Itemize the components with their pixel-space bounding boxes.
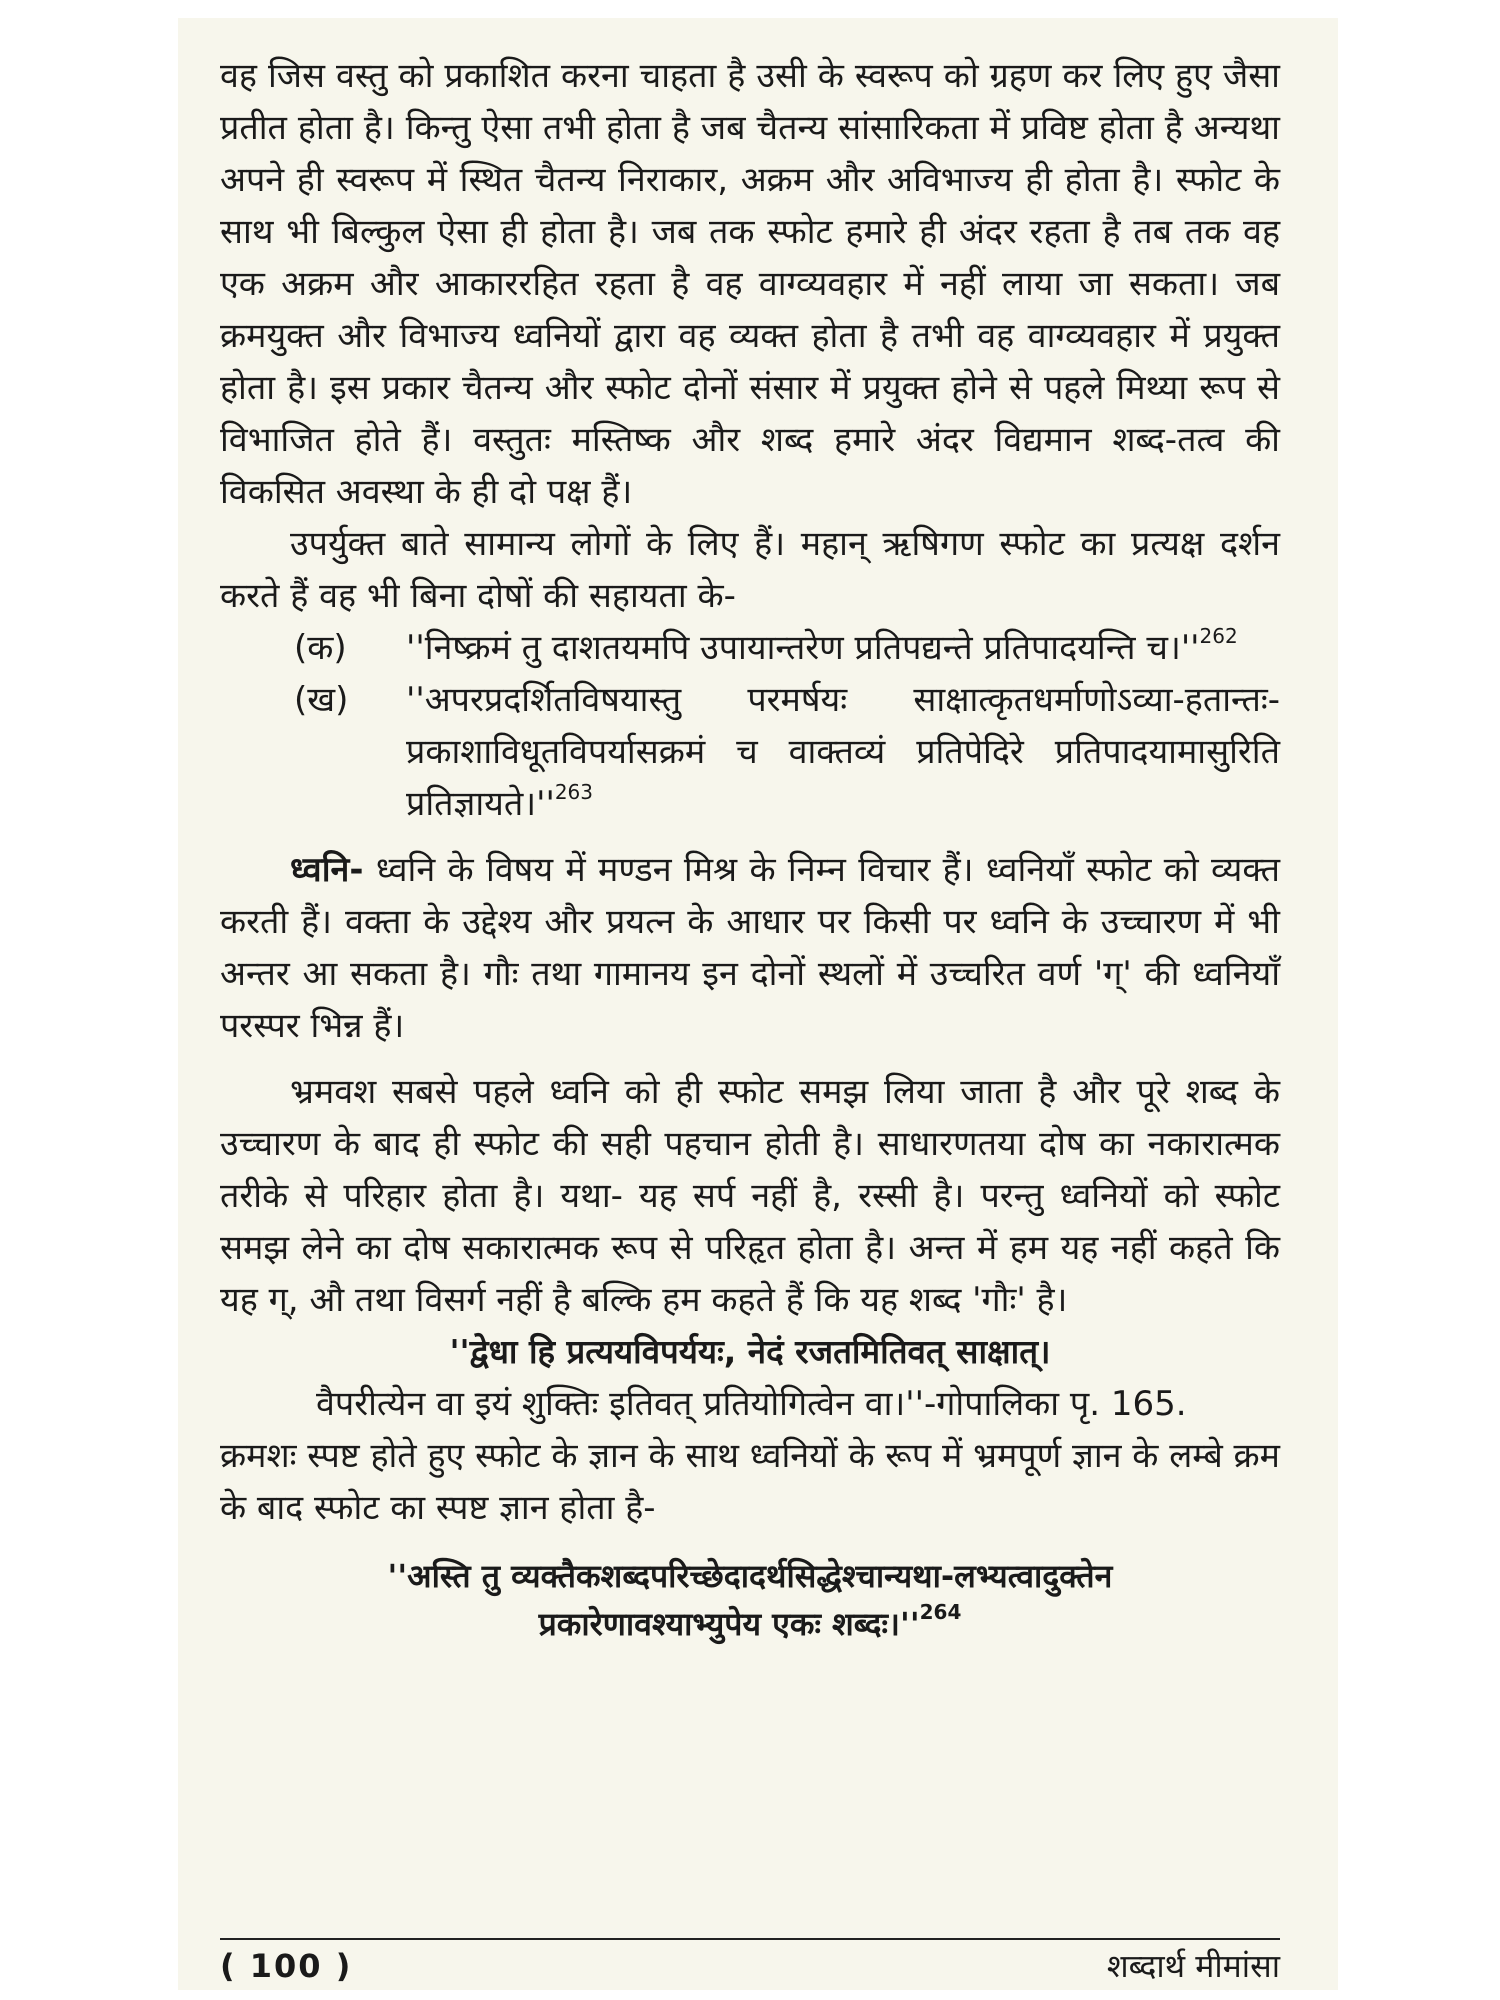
item-marker-kha: (ख): [294, 680, 349, 720]
item-kha-text: ''अपरप्रदर्शितविषयास्तु परमर्षयः साक्षात्कृतधर्माणोऽव्या-हतान्तः-प्रकाशाविधूतविपर्यासक्रमं च वाक्तव्यं प्रतिपेदिरे प्रतिपादयामासुरिति प्रतिज्ञायते।'': [406, 680, 1280, 824]
item-text-kha: [406, 674, 1280, 830]
footnote-ref-262: 262: [1199, 624, 1238, 648]
page-number: ( 100 ): [220, 1947, 353, 1985]
book-page: [178, 18, 1338, 1990]
footnote-ref-263: 263: [554, 780, 593, 804]
quote-item-ka: [220, 622, 1280, 674]
item-marker-ka: (क): [294, 628, 347, 668]
paragraph-3-text: ध्वनि के विषय में मण्डन मिश्र के निम्न विचार हैं। ध्वनियाँ स्फोट को व्यक्त करती हैं। वक्ता के उद्देश्य और प्रयत्न के आधार पर किसी पर ध्वनि के उच्चारण में भी अन्तर आ सकता है। गौः तथा गामानय इन दोनों स्थलों में उच्चरित वर्ण 'ग्' की ध्वनियाँ परस्पर भिन्न हैं।: [220, 850, 1280, 1046]
quote-item-kha: [220, 674, 1280, 830]
quote-1-line-2: वैपरीत्येन वा इयं शुक्तिः इतिवत् प्रतियोगित्वेन वा।''-गोपालिका पृ. 165.: [316, 1384, 1187, 1424]
item-ka-text: ''निष्क्रमं तु दाशतयमपि उपायान्तरेण प्रतिपद्यन्ते प्रतिपादयन्ति च।'': [406, 628, 1200, 668]
quote-2-line-2-wrap: [220, 1600, 1280, 1648]
dhvani-heading: ध्वनि-: [290, 850, 364, 890]
book-title: शब्दार्थ मीमांसा: [1106, 1947, 1280, 1985]
quote-2-line-2: प्रकारेणावश्याभ्युपेय एकः शब्दः।'': [538, 1605, 920, 1643]
paragraph-2: उपर्युक्त बाते सामान्य लोगों के लिए हैं। महान् ऋषिगण स्फोट का प्रत्यक्ष दर्शन करते हैं वह भी बिना दोषों की सहायता के-: [220, 524, 1280, 616]
page-footer: [220, 1944, 1280, 1988]
quote-1-line-1: ''द्वेधा हि प्रत्ययविपर्ययः, नेदं रजतमितिवत् साक्षात्।: [449, 1332, 1051, 1371]
quote-2-line-1: ''अस्ति तु व्यक्तैकशब्दपरिच्छेदादर्थसिद्धेश्चान्यथा-लभ्यत्वादुक्तेन: [387, 1557, 1113, 1595]
paragraph-5: क्रमशः स्पष्ट होते हुए स्फोट के ज्ञान के साथ ध्वनियों के रूप में भ्रमपूर्ण ज्ञान के लम्बे क्रम के बाद स्फोट का स्पष्ट ज्ञान होता है-: [220, 1436, 1280, 1528]
paragraph-1: वह जिस वस्तु को प्रकाशित करना चाहता है उसी के स्वरूप को ग्रहण कर लिए हुए जैसा प्रतीत होता है। किन्तु ऐसा तभी होता है जब चैतन्य सांसारिकता में प्रविष्ट होता है अन्यथा अपने ही स्वरूप में स्थित चैतन्य निराकार, अक्रम और अविभाज्य ही होता है। स्फोट के साथ भी बिल्कुल ऐसा ही होता है। जब तक स्फोट हमारे ही अंदर रहता है तब तक वह एक अक्रम और आकाररहित रहता है वह वाग्व्यवहार में नहीं लाया जा सकता। जब क्रमयुक्त और विभाज्य ध्वनियों द्वारा वह व्यक्त होता है तभी वह वाग्व्यवहार में प्रयुक्त होता है। इस प्रकार चैतन्य और स्फोट दोनों संसार में प्रयुक्त होने से पहले मिथ्या रूप से विभाजित होते हैं। वस्तुतः मस्तिष्क और शब्द हमारे अंदर विद्यमान शब्द-तत्व की विकसित अवस्था के ही दो पक्ष हैं।: [220, 56, 1280, 512]
footnote-ref-264: 264: [919, 1600, 962, 1624]
footer-rule: [220, 1938, 1280, 1940]
paragraph-3: [220, 844, 1280, 1052]
quote-2: [220, 1552, 1280, 1648]
item-text-ka: [406, 622, 1280, 674]
paragraph-4: भ्रमवश सबसे पहले ध्वनि को ही स्फोट समझ लिया जाता है और पूरे शब्द के उच्चारण के बाद ही स्फोट की सही पहचान होती है। साधारणतया दोष का नकारात्मक तरीके से परिहार होता है। यथा- यह सर्प नहीं है, रस्सी है। परन्तु ध्वनियों को स्फोट समझ लेने का दोष सकारात्मक रूप से परिहृत होता है। अन्त में हम यह नहीं कहते कि यह ग्, औ तथा विसर्ग नहीं है बल्कि हम कहते हैं कि यह शब्द 'गौः' है।: [220, 1072, 1280, 1320]
